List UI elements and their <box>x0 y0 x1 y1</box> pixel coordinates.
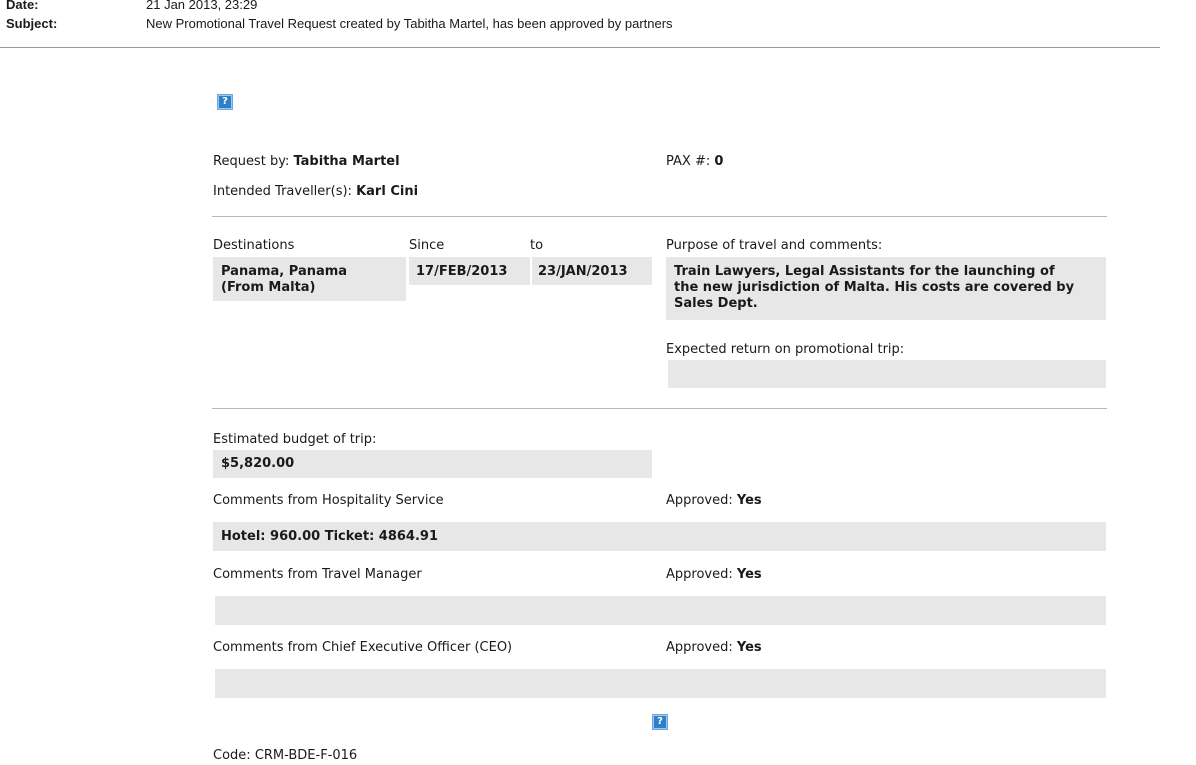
purpose-label: Purpose of travel and comments: <box>666 238 883 253</box>
ceo-label: Comments from Chief Executive Officer (CEO) <box>213 640 513 655</box>
purpose-value <box>674 264 1074 312</box>
destination-line-2: (From Malta) <box>221 280 316 295</box>
travellers-label: Intended Traveller(s): <box>213 184 352 199</box>
header-divider <box>0 47 1160 48</box>
question-icon[interactable]: ? <box>652 714 668 730</box>
code-label: Code: <box>213 748 251 763</box>
approved-label: Approved: <box>666 640 733 655</box>
since-value: 17/FEB/2013 <box>416 264 508 279</box>
destination-value <box>221 264 347 296</box>
travel-manager-approval <box>666 567 762 582</box>
approved-value: Yes <box>736 567 762 582</box>
purpose-line-2: the new jurisdiction of Malta. His costs are covered by <box>674 280 1075 295</box>
pax-label: PAX #: <box>666 154 711 169</box>
budget-value: $5,820.00 <box>221 456 295 471</box>
date-label: Date: <box>6 0 39 12</box>
approved-label: Approved: <box>666 567 733 582</box>
travel-manager-label: Comments from Travel Manager <box>213 567 422 582</box>
code-value: CRM-BDE-F-016 <box>254 748 358 763</box>
pax <box>666 154 723 169</box>
hospitality-approval <box>666 493 762 508</box>
approved-value: Yes <box>736 640 762 655</box>
email-header <box>0 0 1196 48</box>
pax-value: 0 <box>714 154 724 169</box>
request-by-label: Request by: <box>213 154 290 169</box>
subject-value: New Promotional Travel Request created by Tabitha Martel, has been approved by partners <box>146 16 673 31</box>
section-divider <box>212 408 1107 409</box>
request-by <box>213 154 400 169</box>
to-value: 23/JAN/2013 <box>538 264 628 279</box>
since-header: Since <box>409 238 445 253</box>
expected-return-label: Expected return on promotional trip: <box>666 342 905 357</box>
section-divider <box>212 216 1107 217</box>
ceo-approval <box>666 640 762 655</box>
hospitality-comment: Hotel: 960.00 Ticket: 4864.91 <box>221 529 439 544</box>
budget-label: Estimated budget of trip: <box>213 432 377 447</box>
approved-value: Yes <box>736 493 762 508</box>
approved-label: Approved: <box>666 493 733 508</box>
travel-manager-comment <box>215 596 1106 625</box>
to-header: to <box>530 238 544 253</box>
destination-line-1: Panama, Panama <box>221 264 348 279</box>
purpose-line-1: Train Lawyers, Legal Assistants for the launching of <box>674 264 1055 279</box>
expected-return-field <box>668 360 1106 388</box>
date-value: 21 Jan 2013, 23:29 <box>146 0 258 12</box>
ceo-comment <box>215 669 1106 698</box>
form-code <box>213 748 357 763</box>
destinations-header: Destinations <box>213 238 295 253</box>
travellers-value: Karl Cini <box>356 184 419 199</box>
question-icon[interactable]: ? <box>217 94 233 110</box>
request-by-value: Tabitha Martel <box>293 154 400 169</box>
purpose-line-3: Sales Dept. <box>674 296 758 311</box>
hospitality-label: Comments from Hospitality Service <box>213 493 444 508</box>
subject-label: Subject: <box>6 16 58 31</box>
intended-travellers <box>213 184 418 199</box>
